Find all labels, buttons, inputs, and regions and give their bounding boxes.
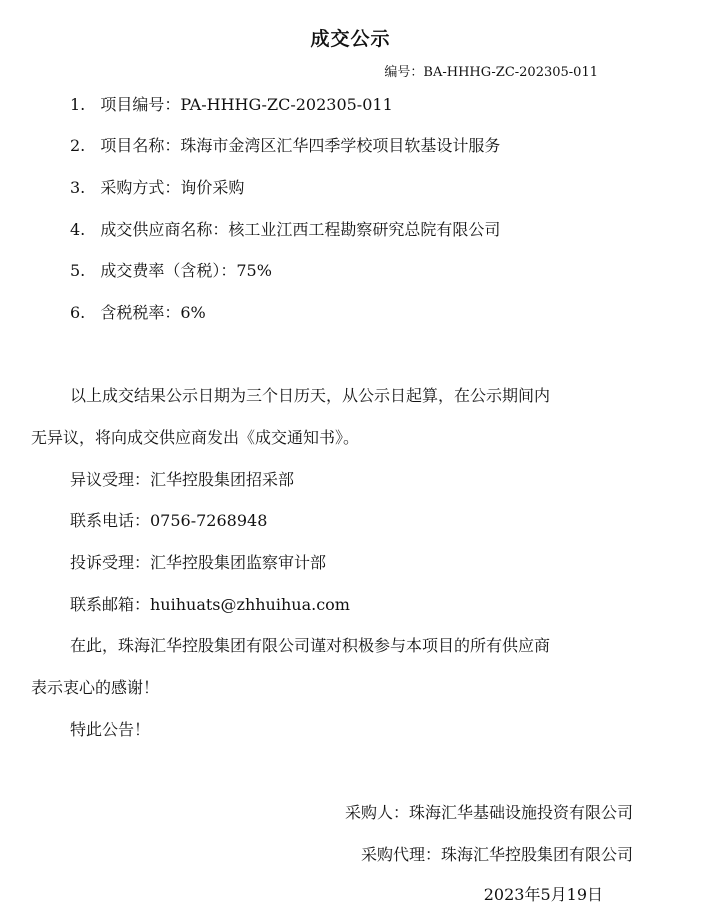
item-text: 成交供应商名称：核工业江西工程勘察研究总院有限公司 — [100, 220, 501, 239]
list-item — [70, 305, 206, 321]
item-text: 成交费率（含税）：75% — [100, 261, 272, 280]
thanks-line-2: 表示衷心的感谢！ — [31, 678, 160, 697]
page-title: 成交公示 — [310, 28, 391, 50]
list-item — [70, 138, 500, 154]
list-item — [70, 97, 393, 113]
item-index: 1. — [70, 95, 86, 114]
item-index: 3. — [70, 178, 86, 197]
item-text: 项目编号：PA-HHHG-ZC-202305-011 — [100, 95, 393, 114]
thanks-line-1: 在此，珠海汇华控股集团有限公司谨对积极参与本项目的所有供应商 — [70, 636, 551, 655]
agent-signature: 采购代理：珠海汇华控股集团有限公司 — [360, 845, 633, 864]
list-item — [70, 263, 272, 279]
contact-phone: 联系电话：0756-7268948 — [70, 511, 268, 530]
item-text: 项目名称：珠海市金湾区汇华四季学校项目软基设计服务 — [100, 136, 501, 155]
list-item — [70, 180, 244, 196]
item-index: 4. — [70, 220, 86, 239]
item-text: 采购方式：询价采购 — [100, 178, 245, 197]
notice-line-2: 无异议，将向成交供应商发出《成交通知书》。 — [31, 428, 360, 447]
closing-text: 特此公告！ — [70, 720, 151, 739]
item-index: 2. — [70, 136, 86, 155]
document-number: 编号：BA-HHHG-ZC-202305-011 — [384, 65, 598, 80]
item-index: 6. — [70, 303, 86, 322]
notice-line-1: 以上成交结果公示日期为三个日历天，从公示日起算，在公示期间内 — [70, 386, 551, 405]
objection-contact: 异议受理：汇华控股集团招采部 — [70, 470, 295, 489]
contact-email: 联系邮箱：huihuats@zhhuihua.com — [70, 595, 350, 614]
complaint-contact: 投诉受理：汇华控股集团监察审计部 — [70, 553, 327, 572]
purchaser-signature: 采购人：珠海汇华基础设施投资有限公司 — [344, 803, 633, 822]
announcement-date: 2023年5月19日 — [483, 885, 603, 904]
list-item — [70, 222, 500, 238]
item-text: 含税税率：6% — [100, 303, 206, 322]
item-index: 5. — [70, 261, 86, 280]
